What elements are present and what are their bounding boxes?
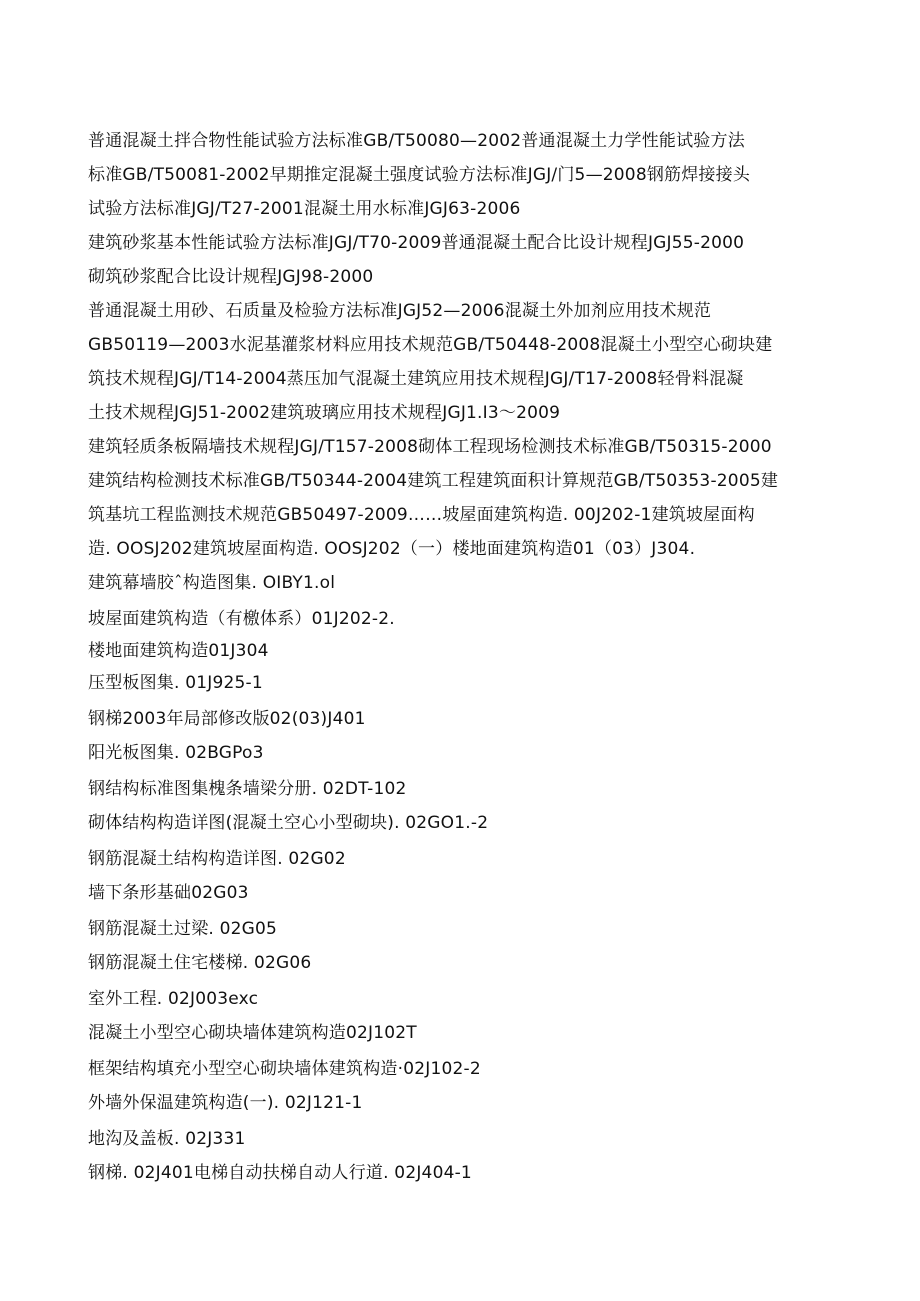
text-line-16: 楼地面建筑构造01J304 bbox=[88, 641, 269, 661]
text-line-1: 普通混凝土拌合物性能试验方法标准GB/T50080—2002普通混凝土力学性能试验方法 bbox=[88, 131, 745, 151]
text-line-21: 砌体结构构造详图(混凝土空心小型砌块). 02GO1.-2 bbox=[88, 813, 489, 833]
text-line-5: 砌筑砂浆配合比设计规程JGJ98-2000 bbox=[88, 267, 374, 287]
standards-list bbox=[88, 124, 848, 1190]
text-line-7: GB50119—2003水泥基灌浆材料应用技术规范GB/T50448-2008混凝土小型空心砌块建 bbox=[88, 335, 773, 355]
text-line-10: 建筑轻质条板隔墙技术规程JGJ/T157-2008砌体工程现场检测技术标准GB/T50315-2000 bbox=[88, 437, 772, 457]
text-line-14: 建筑幕墙胶ˆ构造图集. OIBY1.ol bbox=[88, 573, 336, 593]
text-line-27: 混凝土小型空心砌块墙体建筑构造02J102T bbox=[88, 1023, 417, 1043]
text-line-25: 钢筋混凝土住宅楼梯. 02G06 bbox=[88, 953, 312, 973]
text-line-29: 外墙外保温建筑构造(一). 02J121-1 bbox=[88, 1093, 363, 1113]
text-line-6: 普通混凝土用砂、石质量及检验方法标准JGJ52—2006混凝土外加剂应用技术规范 bbox=[88, 301, 712, 321]
text-line-19: 阳光板图集. 02BGPo3 bbox=[88, 743, 264, 763]
text-line-24: 钢筋混凝土过梁. 02G05 bbox=[88, 919, 278, 939]
text-line-17: 压型板图集. 01J925-1 bbox=[88, 673, 263, 693]
text-line-18: 钢梯2003年局部修改版02(03)J401 bbox=[88, 709, 366, 729]
text-line-31: 钢梯. 02J401电梯自动扶梯自动人行道. 02J404-1 bbox=[88, 1163, 472, 1183]
text-line-22: 钢筋混凝土结构构造详图. 02G02 bbox=[88, 849, 346, 869]
text-line-28: 框架结构填充小型空心砌块墙体建筑构造·02J102-2 bbox=[88, 1059, 481, 1079]
text-line-20: 钢结构标准图集槐条墙梁分册. 02DT-102 bbox=[88, 779, 407, 799]
text-line-12: 筑基坑工程监测技术规范GB50497-2009……坡屋面建筑构造. 00J202-1建筑坡屋面构 bbox=[88, 505, 755, 525]
text-line-4: 建筑砂浆基本性能试验方法标准JGJ/T70-2009普通混凝土配合比设计规程JGJ55-2000 bbox=[88, 233, 745, 253]
text-line-15: 坡屋面建筑构造（有檄体系）01J202-2. bbox=[88, 609, 395, 629]
text-line-2: 标准GB/T50081-2002早期推定混凝土强度试验方法标准JGJ/门5—2008钢筋焊接接头 bbox=[88, 165, 751, 185]
text-line-11: 建筑结构检测技术标准GB/T50344-2004建筑工程建筑面积计算规范GB/T50353-2005建 bbox=[88, 471, 779, 491]
text-line-26: 室外工程. 02J003exc bbox=[88, 989, 259, 1009]
text-line-23: 墙下条形基础02G03 bbox=[88, 883, 249, 903]
text-line-8: 筑技术规程JGJ/T14-2004蒸压加气混凝土建筑应用技术规程JGJ/T17-2008轻骨料混凝 bbox=[88, 369, 744, 389]
text-line-3: 试验方法标准JGJ/T27-2001混凝土用水标准JGJ63-2006 bbox=[88, 199, 521, 219]
text-line-13: 造. OOSJ202建筑坡屋面构造. OOSJ202（一）楼地面建筑构造01（03）J304. bbox=[88, 539, 696, 559]
text-line-30: 地沟及盖板. 02J331 bbox=[88, 1129, 246, 1149]
text-line-9: 土技术规程JGJ51-2002建筑玻璃应用技术规程JGJ1.I3～2009 bbox=[88, 403, 561, 423]
